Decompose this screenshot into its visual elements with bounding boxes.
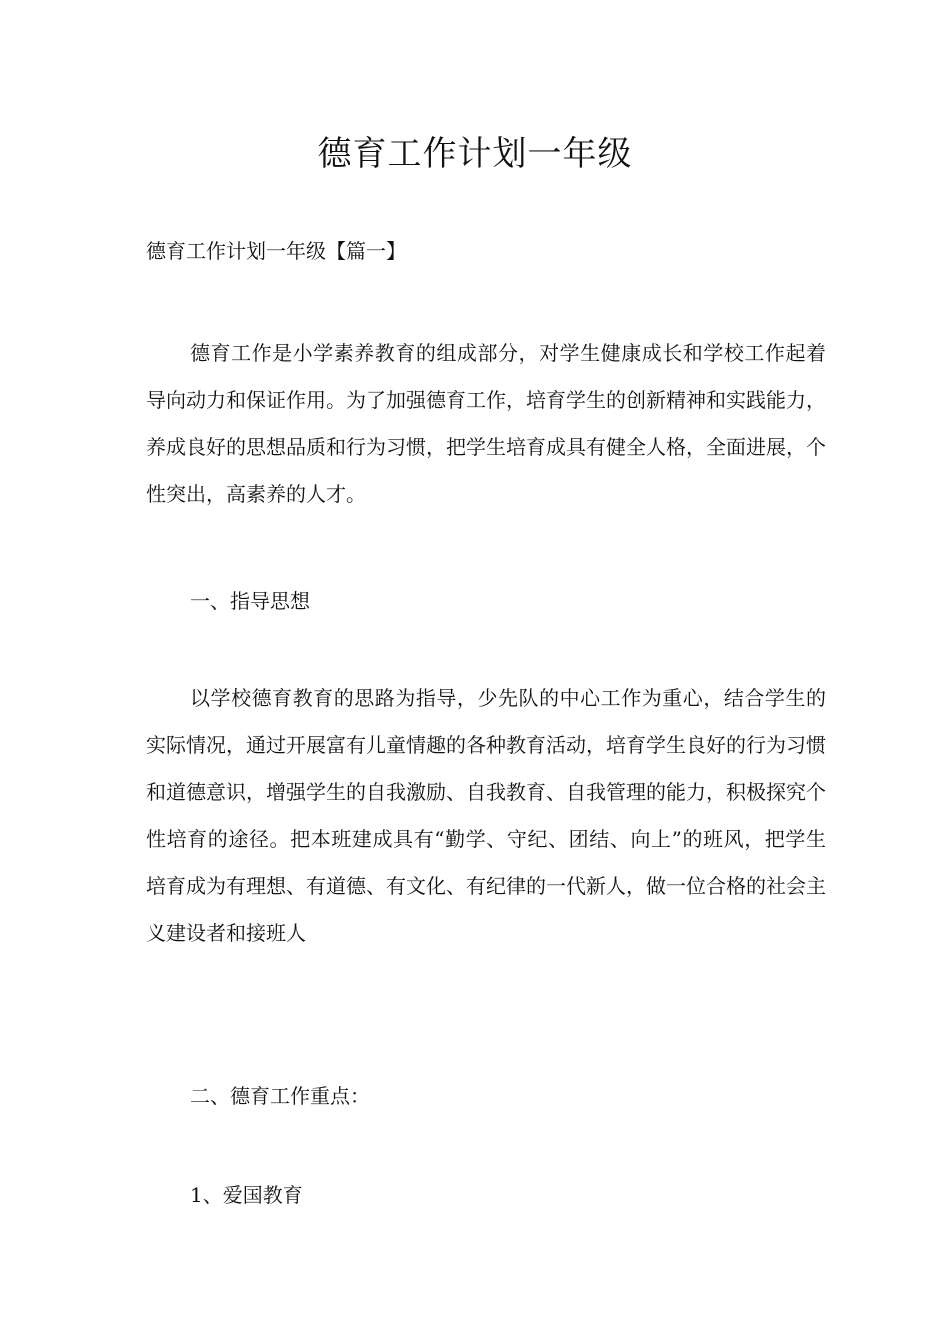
section-heading-guiding-ideology: 一、指导思想 — [190, 589, 310, 613]
guiding-ideology-paragraph: 以学校德育教育的思路为指导，少先队的中心工作为重心，结合学生的实际情况，通过开展富有儿童情趣的各种教育活动，培育学生良好的行为习惯和道德意识，增强学生的自我激励、自我教育、自我管理的能力，积极探究个性培育的途径。把本班建成具有“勤学、守纪、团结、向上”的班风，把学生培育成为有理想、有道德、有文化、有纪律的一代新人，做一位合格的社会主义建设者和接班人 — [146, 686, 826, 945]
document-title: 德育工作计划一年级 — [317, 134, 633, 174]
section-heading-key-points: 二、德育工作重点： — [190, 1084, 370, 1108]
intro-paragraph: 德育工作是小学素养教育的组成部分，对学生健康成长和学校工作起着导向动力和保证作用。为了加强德育工作，培育学生的创新精神和实践能力，养成良好的思想品质和行为习惯，把学生培育成具有健全人格，全面进展，个性突出，高素养的人才。 — [146, 341, 826, 506]
list-item-patriotic-education: 1、爱国教育 — [190, 1183, 303, 1207]
document-subtitle: 德育工作计划一年级【篇一】 — [146, 239, 406, 263]
